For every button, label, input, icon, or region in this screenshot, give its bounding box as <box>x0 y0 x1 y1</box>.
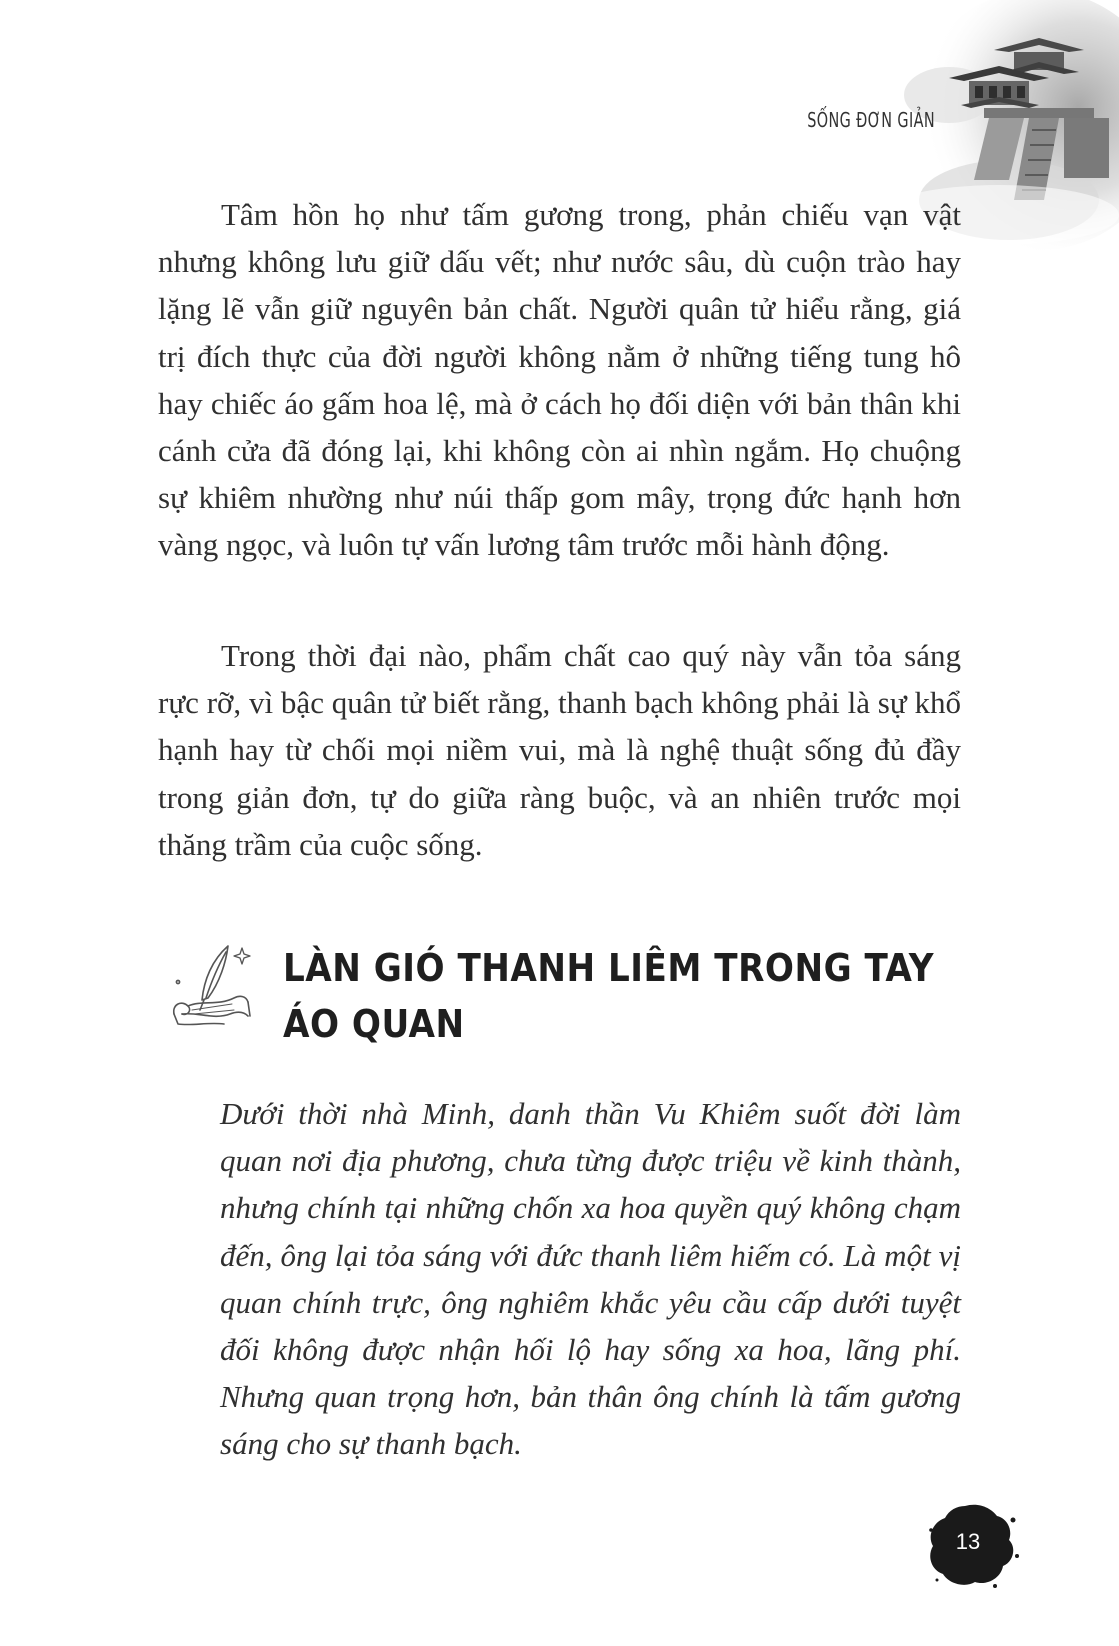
italic-paragraph: Dưới thời nhà Minh, danh thần Vu Khiêm suốt đời làm quan nơi địa phương, chưa từng được triệu về kinh thành, nhưng chính tại những chốn xa hoa quyền quý không chạm đến, ông lại tỏa sáng với đức thanh liêm hiếm có. Là một vị quan chính trực, ông nghiêm khắc yêu cầu cấp dưới tuyệt đối không được nhận hối lộ hay sống xa hoa, lãng phí. Nhưng quan trọng hơn, bản thân ông chính là tấm gương sáng cho sự thanh bạch. <box>220 1096 961 1462</box>
section-title <box>283 940 963 1052</box>
section-title-line-2: ÁO QUAN <box>283 1002 465 1046</box>
page-number-badge <box>925 1500 1021 1590</box>
running-title: SỐNG ĐƠN GIẢN <box>807 108 935 132</box>
quill-scroll-icon <box>168 940 260 1040</box>
body-paragraph-1 <box>158 191 961 569</box>
body-paragraph-2 <box>158 632 961 868</box>
paragraph-text: Tâm hồn họ như tấm gương trong, phản chiếu vạn vật nhưng không lưu giữ dấu vết; như nước sâu, dù cuộn trào hay lặng lẽ vẫn giữ nguyên bản chất. Người quân tử hiểu rằng, giá trị đích thực của đời người không nằm ở những tiếng tung hô hay chiếc áo gấm hoa lệ, mà ở cách họ đối diện với bản thân khi cánh cửa đã đóng lại, khi không còn ai nhìn ngắm. Họ chuộng sự khiêm nhường như núi thấp gom mây, trọng đức hạnh hơn vàng ngọc, và luôn tự vấn lương tâm trước mỗi hành động. <box>158 197 961 563</box>
paragraph-text: Trong thời đại nào, phẩm chất cao quý này vẫn tỏa sáng rực rỡ, vì bậc quân tử biết rằng, thanh bạch không phải là sự khổ hạnh hay từ chối mọi niềm vui, mà là nghệ thuật sống đủ đầy trong giản đơn, tự do giữa ràng buộc, và an nhiên trước mọi thăng trầm của cuộc sống. <box>158 638 961 862</box>
section-intro <box>220 1090 961 1468</box>
section-title-line-1: LÀN GIÓ THANH LIÊM TRONG TAY <box>283 946 934 990</box>
page-number: 13 <box>955 1529 981 1554</box>
